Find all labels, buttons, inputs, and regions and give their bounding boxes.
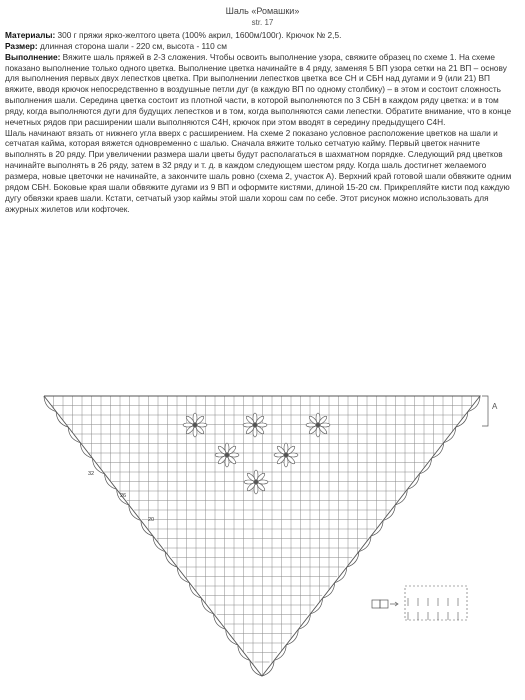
execution-paragraph: [5, 52, 519, 128]
row-label: 32: [88, 471, 95, 477]
document-title: Шаль «Ромашки»: [225, 6, 300, 16]
materials-paragraph: [5, 30, 519, 41]
page-number: str. 17: [251, 18, 274, 27]
flower-center: [193, 423, 197, 427]
flower-center: [316, 423, 320, 427]
assembly-paragraph: Шаль начинают вязать от нижнего угла вверх с расширением. На схеме 2 показано условное расположение цветков на шали и сетчатая кайма, которая вяжется одновременно с шалью. Сначала вяжите только сетчатую кайму. Первый цветок начните выполнять в 20 ряду. При увеличении размера шали цветы будут располагаться в шахматном порядке. Следующий ряд цветков начинайте выполнять в 26 ряду, затем в 32 ряду и т. д. в каждом следующем шестом ряду. Когда шаль достигнет желаемого размера, новые цветочки не начинайте, а закончите шаль ровно (схема 2, участок А). Верхний край готовой шали обвяжите одним рядом СБН. Боковые края шали обвяжите дугами из 9 ВП и оформите кистями, длиной 15-20 см. Прикрепляйте кисти под каждую дугу обвязки краев шали. Кстати, сетчатый узор каймы этой шали хорош сам по себе. Этот рисунок можно использовать для ажурных жилетов или кофточек.: [5, 127, 512, 214]
flower-center: [284, 453, 288, 457]
size-text: длинная сторона шали - 220 см, высота - 110 см: [37, 40, 227, 51]
legend-cell: [380, 600, 388, 608]
section-a-bracket: [482, 396, 488, 426]
crochet-diagram: [0, 380, 525, 700]
execution-label: Выполнение:: [5, 51, 61, 62]
size-label: Размер:: [5, 40, 38, 51]
legend-cell: [372, 600, 380, 608]
section-a-label: A: [492, 402, 498, 411]
flower-center: [254, 480, 258, 484]
materials-label: Материалы:: [5, 30, 56, 40]
flower-center: [225, 453, 229, 457]
row-label: 26: [120, 493, 127, 499]
shawl-chart: [0, 380, 525, 700]
size-paragraph: [5, 41, 519, 52]
flower-center: [253, 423, 257, 427]
materials-text: 300 г пряжи ярко-желтого цвета (100% акрил, 1600м/100г). Крючок № 2,5.: [55, 30, 342, 40]
execution-text: Вяжите шаль пряжей в 2-3 сложения. Чтобы освоить выполнение узора, свяжите образец по схеме 1. На схеме показано выполнение только одного цветка. Выполнение цветка начинайте в 4 ряду, заменяя 5 ВП узора сетки на 21 ВП – основу для выполнения первых двух лепестков цветка. При выполнении лепестков цветка все СН и СБН над дугами и 9 (или 21) ВП вяжите, вводя крючок непосредственно в воздушные петли дуг (в каждую ВП по одному столбику) – в этом и состоит сложность выполнения шали. Середина цветка состоит из плотной части, в которой выполняются по 3 СБН в каждом ряду цветка: и в том ряду, когда выполняются дуги для будущих лепестков и в том, когда выполняются сами лепестки. Обратите внимание, что в конце нечетных рядов при расширении шали выполняются С4Н, крючок при этом вводят в середину предыдущего С4Н.: [5, 51, 512, 127]
document-body: [5, 30, 519, 214]
row-label: 20: [148, 517, 155, 523]
